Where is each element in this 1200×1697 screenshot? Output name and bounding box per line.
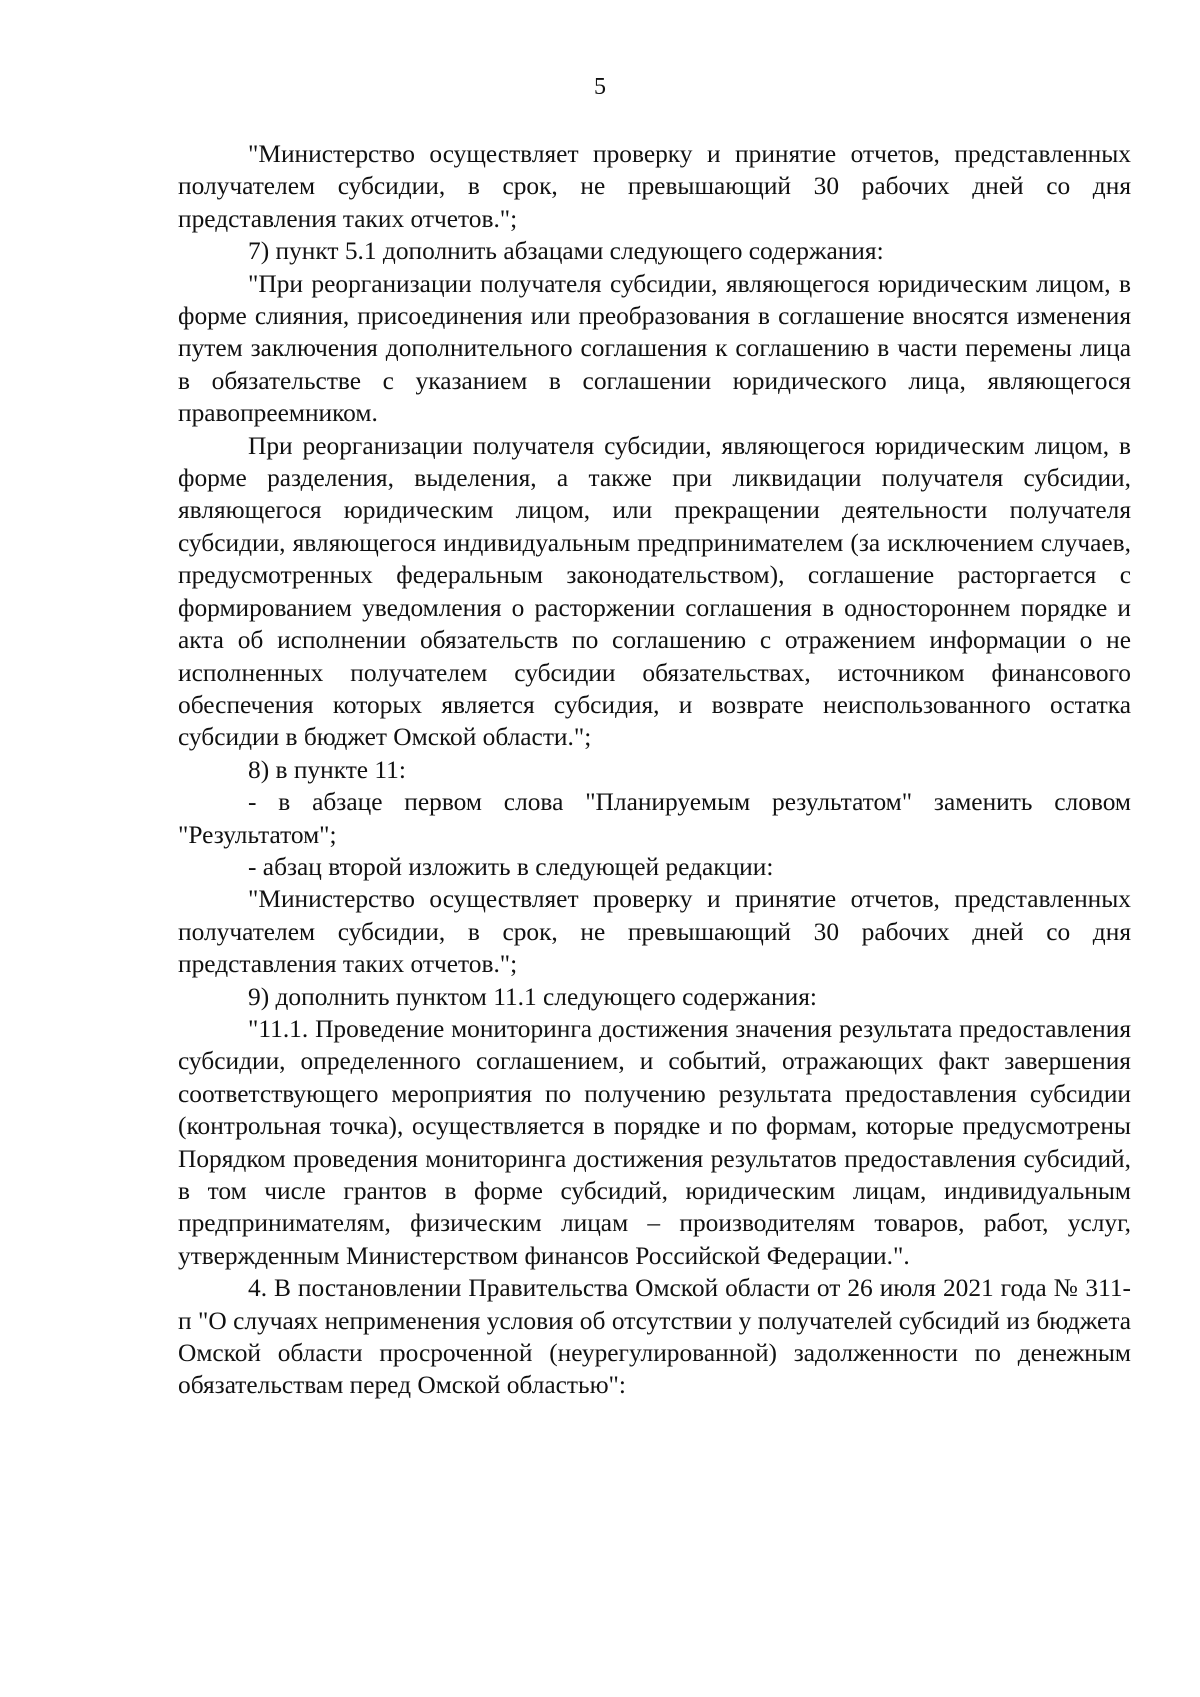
paragraph-item-9: 9) дополнить пунктом 11.1 следующего содержания:: [248, 982, 817, 1011]
paragraph-second-abzac-change: - абзац второй изложить в следующей редакции:: [248, 852, 774, 881]
paragraph-monitoring: "11.1. Проведение мониторинга достижения значения результата предоставления субсидии, определенного соглашением, и событий, отражающих факт завершения соответствующего мероприятия по получению результата предоставления субсидии (контрольная точка), осуществляется в порядке и по формам, которые предусмотрены Порядком проведения мониторинга достижения результатов предоставления субсидий, в том числе грантов в форме субсидий, юридическим лицам, индивидуальным предпринимателям, физическим лицам – производителям товаров, работ, услуг, утвержденным Министерством финансов Российской Федерации.".: [178, 1014, 1131, 1270]
paragraph-reports-acceptance-repeat: "Министерство осуществляет проверку и принятие отчетов, представленных получателем субсидии, в срок, не превышающий 30 рабочих дней со дня представления таких отчетов.";: [178, 885, 1131, 979]
paragraph-section-4: 4. В постановлении Правительства Омской области от 26 июля 2021 года № 311-п "О случаях неприменения условия об отсутствии у получателей субсидий из бюджета Омской области просроченной (неурегулированной) задолженности по денежным обязательствам перед Омской областью":: [178, 1274, 1131, 1400]
paragraph-first-abzac-change: - в абзаце первом слова "Планируемым результатом" заменить словом "Результатом";: [178, 788, 1131, 849]
paragraph-reorganization-division: При реорганизации получателя субсидии, являющегося юридическим лицом, в форме разделения, выделения, а также при ликвидации получателя субсидии, являющегося юридическим лицом, или прекращении деятельности получателя субсидии, являющегося индивидуальным предпринимателем (за исключением случаев, предусмотренных федеральным законодательством), соглашение расторгается с формированием уведомления о расторжении соглашения в одностороннем порядке и акта об исполнении обязательств по соглашению с отражением информации о не исполненных получателем субсидии обязательствах, источником финансового обеспечения которых является субсидия, и возврате неиспользованного остатка субсидии в бюджет Омской области.";: [178, 431, 1131, 752]
paragraph-reports-acceptance: "Министерство осуществляет проверку и принятие отчетов, представленных получателем субсидии, в срок, не превышающий 30 рабочих дней со дня представления таких отчетов.";: [178, 140, 1131, 233]
paragraph-item-8: 8) в пункте 11:: [248, 755, 406, 784]
page-number: 5: [594, 74, 606, 100]
document-body: [178, 138, 1131, 1402]
paragraph-reorganization-merger: "При реорганизации получателя субсидии, являющегося юридическим лицом, в форме слияния, присоединения или преобразования в соглашение вносятся изменения путем заключения дополнительного соглашения к соглашению в части перемены лица в обязательстве с указанием в соглашении юридического лица, являющегося правопреемником.: [178, 269, 1131, 428]
paragraph-item-7: 7) пункт 5.1 дополнить абзацами следующего содержания:: [248, 237, 884, 266]
